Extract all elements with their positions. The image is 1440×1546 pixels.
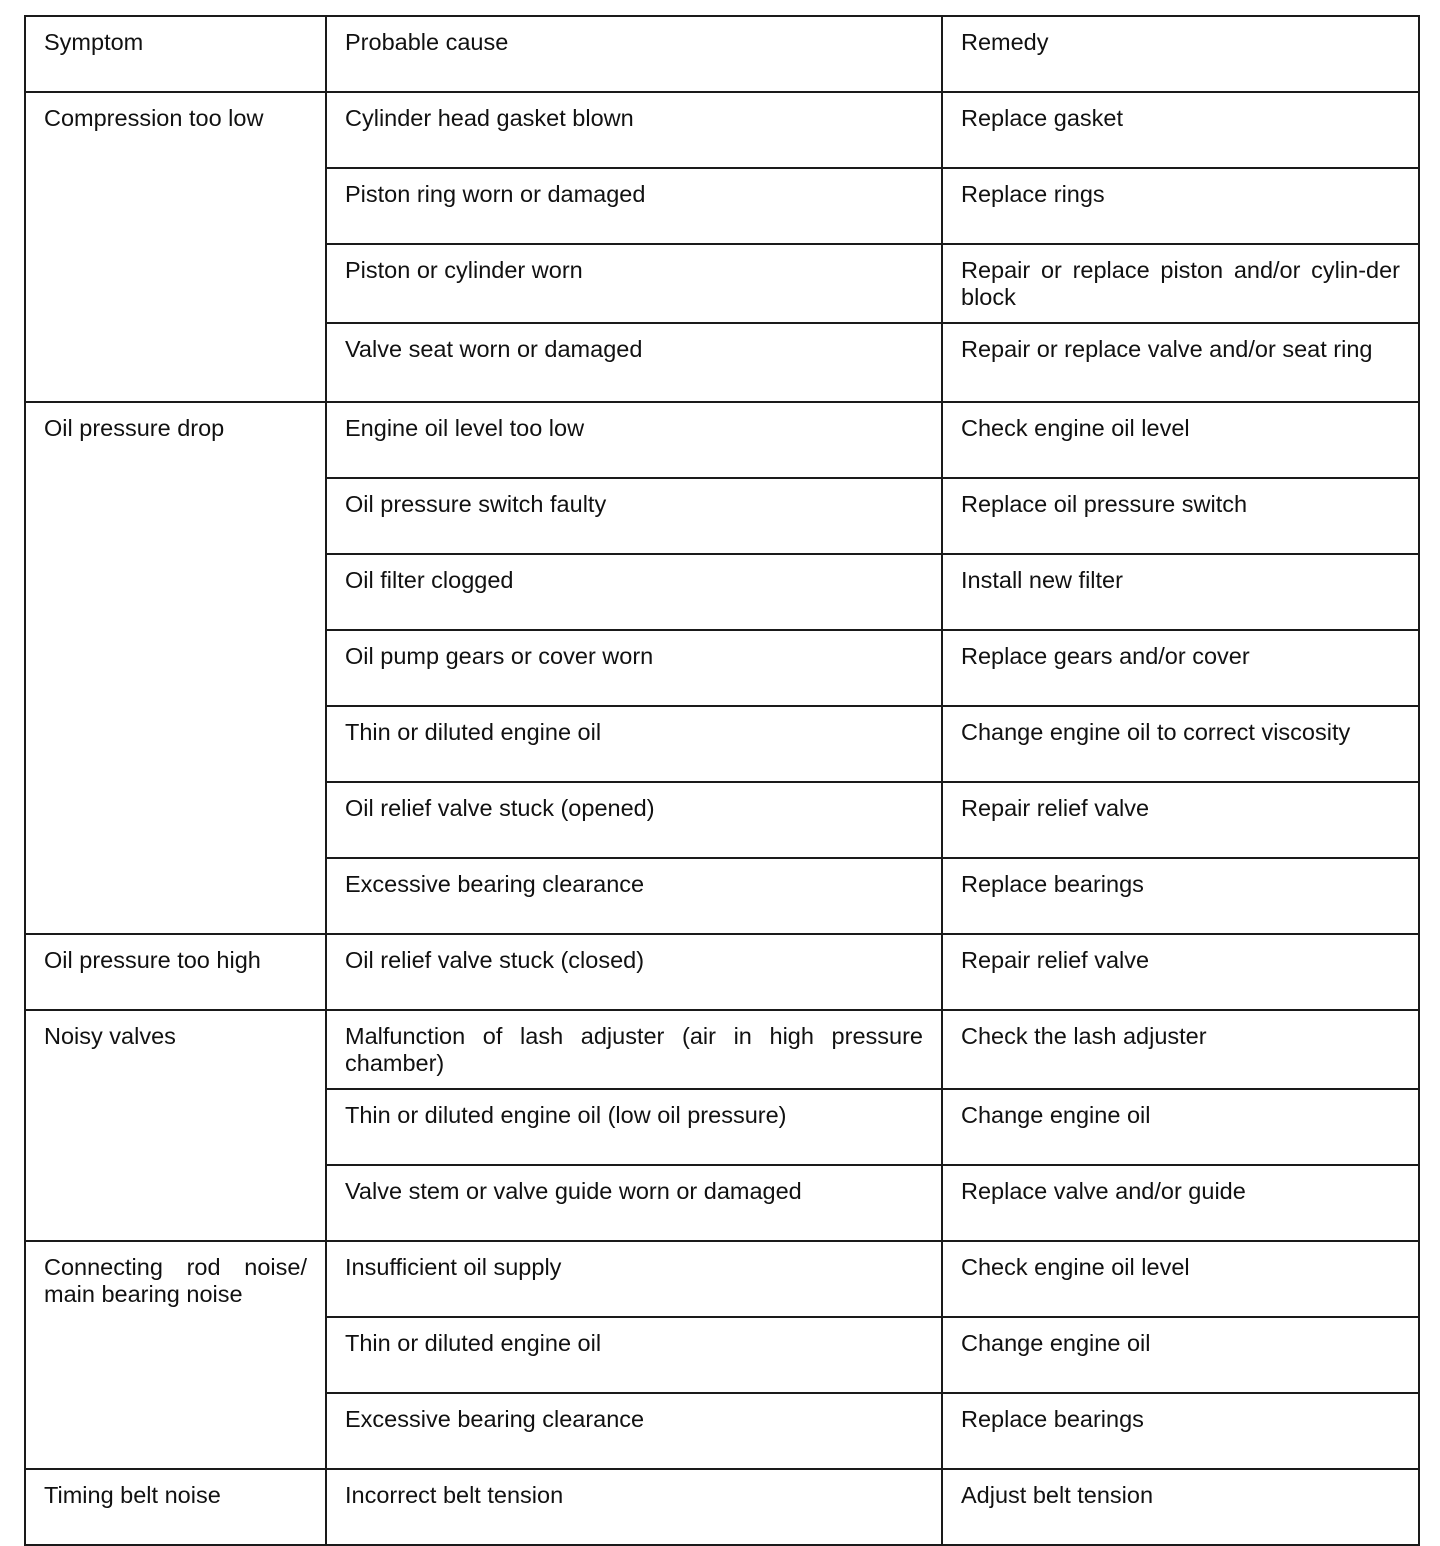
remedy-cell: Replace gasket <box>942 92 1419 168</box>
remedy-cell: Repair or replace valve and/or seat ring <box>942 323 1419 402</box>
remedy-cell: Change engine oil <box>942 1089 1419 1165</box>
remedy-cell: Replace gears and/or cover <box>942 630 1419 706</box>
table-body <box>25 92 1419 1545</box>
remedy-cell: Check engine oil level <box>942 402 1419 478</box>
symptom-cell: Compression too low <box>25 92 326 402</box>
probable-cause-cell: Oil pump gears or cover worn <box>326 630 942 706</box>
table-row <box>25 1010 1419 1089</box>
probable-cause-cell: Malfunction of lash adjuster (air in high pressure chamber) <box>326 1010 942 1089</box>
remedy-cell: Replace bearings <box>942 858 1419 934</box>
probable-cause-cell: Oil relief valve stuck (opened) <box>326 782 942 858</box>
remedy-cell: Change engine oil to correct viscosity <box>942 706 1419 782</box>
probable-cause-cell: Excessive bearing clearance <box>326 1393 942 1469</box>
probable-cause-cell: Excessive bearing clearance <box>326 858 942 934</box>
table-row <box>25 1469 1419 1545</box>
remedy-cell: Check the lash adjuster <box>942 1010 1419 1089</box>
symptom-cell: Connecting rod noise/ main bearing noise <box>25 1241 326 1469</box>
probable-cause-cell: Thin or diluted engine oil <box>326 1317 942 1393</box>
symptom-cell: Timing belt noise <box>25 1469 326 1545</box>
remedy-cell: Replace rings <box>942 168 1419 244</box>
table-row <box>25 92 1419 168</box>
probable-cause-cell: Valve stem or valve guide worn or damaged <box>326 1165 942 1241</box>
probable-cause-cell: Piston or cylinder worn <box>326 244 942 323</box>
probable-cause-cell: Valve seat worn or damaged <box>326 323 942 402</box>
probable-cause-cell: Engine oil level too low <box>326 402 942 478</box>
remedy-cell: Replace bearings <box>942 1393 1419 1469</box>
remedy-cell: Repair relief valve <box>942 934 1419 1010</box>
probable-cause-cell: Thin or diluted engine oil <box>326 706 942 782</box>
probable-cause-cell: Thin or diluted engine oil (low oil pressure) <box>326 1089 942 1165</box>
symptom-cell: Oil pressure drop <box>25 402 326 934</box>
table-row <box>25 402 1419 478</box>
column-header-remedy: Remedy <box>942 16 1419 92</box>
table-row <box>25 934 1419 1010</box>
probable-cause-cell: Piston ring worn or damaged <box>326 168 942 244</box>
probable-cause-cell: Cylinder head gasket blown <box>326 92 942 168</box>
remedy-cell: Repair or replace piston and/or cylin-der block <box>942 244 1419 323</box>
probable-cause-cell: Oil pressure switch faulty <box>326 478 942 554</box>
probable-cause-cell: Incorrect belt tension <box>326 1469 942 1545</box>
probable-cause-cell: Oil filter clogged <box>326 554 942 630</box>
column-header-probable-cause: Probable cause <box>326 16 942 92</box>
symptom-cell: Oil pressure too high <box>25 934 326 1010</box>
header-row <box>25 16 1419 92</box>
remedy-cell: Replace oil pressure switch <box>942 478 1419 554</box>
remedy-cell: Replace valve and/or guide <box>942 1165 1419 1241</box>
symptom-cell: Noisy valves <box>25 1010 326 1241</box>
remedy-cell: Adjust belt tension <box>942 1469 1419 1545</box>
remedy-cell: Check engine oil level <box>942 1241 1419 1317</box>
remedy-cell: Install new filter <box>942 554 1419 630</box>
probable-cause-cell: Insufficient oil supply <box>326 1241 942 1317</box>
remedy-cell: Change engine oil <box>942 1317 1419 1393</box>
probable-cause-cell: Oil relief valve stuck (closed) <box>326 934 942 1010</box>
column-header-symptom: Symptom <box>25 16 326 92</box>
troubleshooting-table <box>24 15 1420 1546</box>
remedy-cell: Repair relief valve <box>942 782 1419 858</box>
table-row <box>25 1241 1419 1317</box>
